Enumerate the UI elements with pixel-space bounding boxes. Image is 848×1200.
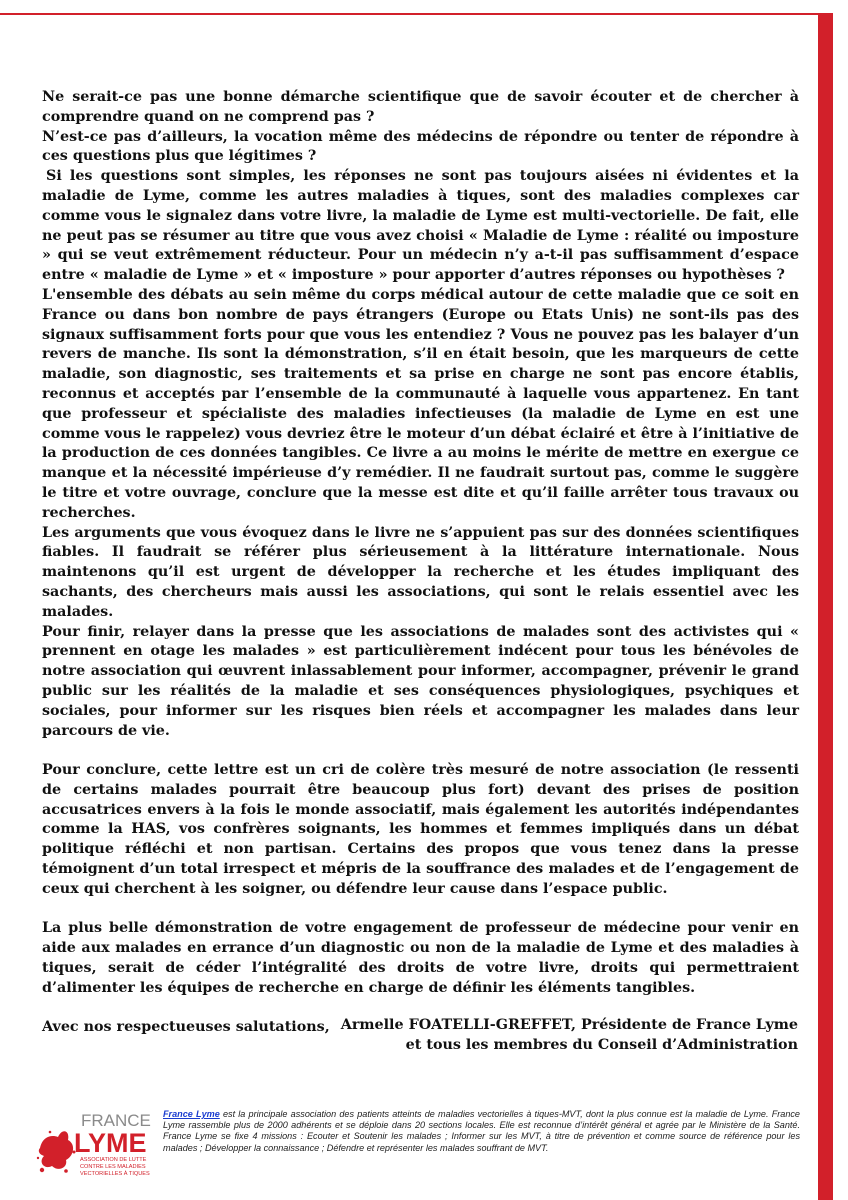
paragraph-5: Les arguments que vous évoquez dans le livre ne s’appuient pas sur des données scientifiques fiables. Il faudrait se référer plus sérieusement à la littérature internationale. Nous maintenons qu’il est urgent de développer la recherche et les études impliquant des sachants, des chercheurs mais aussi les associations, qui sont le relais essentiel avec les malades. [42,524,799,620]
red-border-top [0,13,833,15]
paragraph-4: L'ensemble des débats au sein même du corps médical autour de cette maladie que ce soit en France ou dans bon nombre de pays étrangers (Europe ou Etats Unis) ne sont-ils pas des signaux suffisamment forts pour que vous les entendiez ? Vous ne pouvez pas les balayer d’un revers de manche. Ils sont la démonstration, s’il en était besoin, que les marqueurs de cette maladie, son diagnostic, ses traitements et sa prise en charge ne sont pas encore établis, reconnus et acceptés par l’ensemble de la communauté à laquelle vous appartenez. En tant que professeur et spécialiste des maladies infectieuses (la maladie de Lyme en est une comme vous le rappelez) vous devriez être le moteur d’un débat éclairé et être à l’initiative de la production de ces données tangibles. Ce livre a au moins le mérite de mettre en exergue ce manque et la nécessité impérieuse d’y remédier. Il ne faudrait surtout pas, comme le suggère le titre et votre ouvrage, conclure que la messe est dite et qu’il faille arrêter tous travaux ou recherches. [42,286,799,521]
tick-icon [37,1131,76,1173]
signature-board: et tous les membres du Conseil d’Administration [405,1037,798,1053]
paragraph-1: Ne serait-ce pas une bonne démarche scientifique que de savoir écouter et de chercher à comprendre quand on ne comprend pas ? [42,89,799,125]
logo-word-lyme: LYME [74,1128,147,1158]
logo-word-france: FRANCE [81,1111,151,1130]
footer-association-note [163,1109,800,1154]
logo-tagline-3: VECTORIELLES À TIQUES [80,1171,150,1177]
france-lyme-logo [36,1108,161,1180]
paragraph-3: Si les questions sont simples, les réponses ne sont pas toujours aisées ni évidentes et la maladie de Lyme, comme les autres maladies à tiques, sont des maladies complexes car comme vous le signalez dans votre livre, la maladie de Lyme est multi-vectorielle. De fait, elle ne peut pas se résumer au titre que vous avez choisi « Maladie de Lyme : réalité ou imposture » qui se veut extrêmement réducteur. Pour un médecin n’y a-t-il pas suffisamment d’espace entre « maladie de Lyme » et « imposture » pour apporter d’autres réponses ou hypothèses ? [42,168,799,284]
france-lyme-link[interactable]: France Lyme [163,1109,220,1119]
logo-tagline-2: CONTRE LES MALADIES [80,1164,146,1170]
paragraph-8: La plus belle démonstration de votre engagement de professeur de médecine pour venir en aide aux malades en errance d’un diagnostic ou non de la maladie de Lyme et des maladies à tiques, serait de céder l’intégralité des droits de votre livre, droits qui permettraient d’alimenter les équipes de recherche en charge de définir les éléments tangibles. [42,920,799,996]
logo-tagline-1: ASSOCIATION DE LUTTE [80,1157,147,1163]
letter-body [42,88,799,1038]
closing-salutation: Avec nos respectueuses salutations, [42,1019,330,1036]
red-border-right [818,13,833,1200]
paragraph-6: Pour finir, relayer dans la presse que les associations de malades sont des activistes qui « prennent en otage les malades » est particulièrement indécent pour tous les bénévoles de notre association qui œuvrent inlassablement pour informer, accompagner, prévenir le grand public sur les réalités de la maladie et ses conséquences physiologiques, psychiques et sociales, pour informer sur les risques bien réels et accompagner les malades dans leur parcours de vie. [42,623,799,739]
signature-name: Armelle FOATELLI-GREFFET, Présidente de France Lyme [340,1017,798,1033]
paragraph-7: Pour conclure, cette lettre est un cri de colère très mesuré de notre association (le ressenti de certains malades pourrait être beaucoup plus fort) devant des prises de position accusatrices envers à la fois le monde associatif, mais également les autorités indépendantes comme la HAS, vos confrères soignants, les hommes et femmes impliqués dans un débat politique réfléchi et non partisan. Certains des propos que vous tenez dans la presse témoignent d’un total irrespect et mépris de la souffrance des malades et de l’engagement de ceux qui cherchent à les soigner, ou défendre leur cause dans l’espace public. [42,762,799,897]
footer-description: est la principale association des patients atteints de maladies vectorielles à tiques-MVT, dont la plus connue est la maladie de Lyme. France Lyme rassemble plus de 2000 adhérents et se déploie dans 20 sections locales. Elle est reconnue d’intérêt général et agrée par le Ministère de la Santé. France Lyme se fixe 4 missions : Ecouter et Soutenir les malades ; Informer sur les MVT, à titre de prévention et comme source de référence pour les malades ; Développer la connaissance ; Défendre et représenter les malades souffrant de MVT. [163,1109,800,1153]
paragraph-2: N’est-ce pas d’ailleurs, la vocation même des médecins de répondre ou tenter de répondre à ces questions plus que légitimes ? [42,128,799,165]
signature-block [341,1015,798,1055]
